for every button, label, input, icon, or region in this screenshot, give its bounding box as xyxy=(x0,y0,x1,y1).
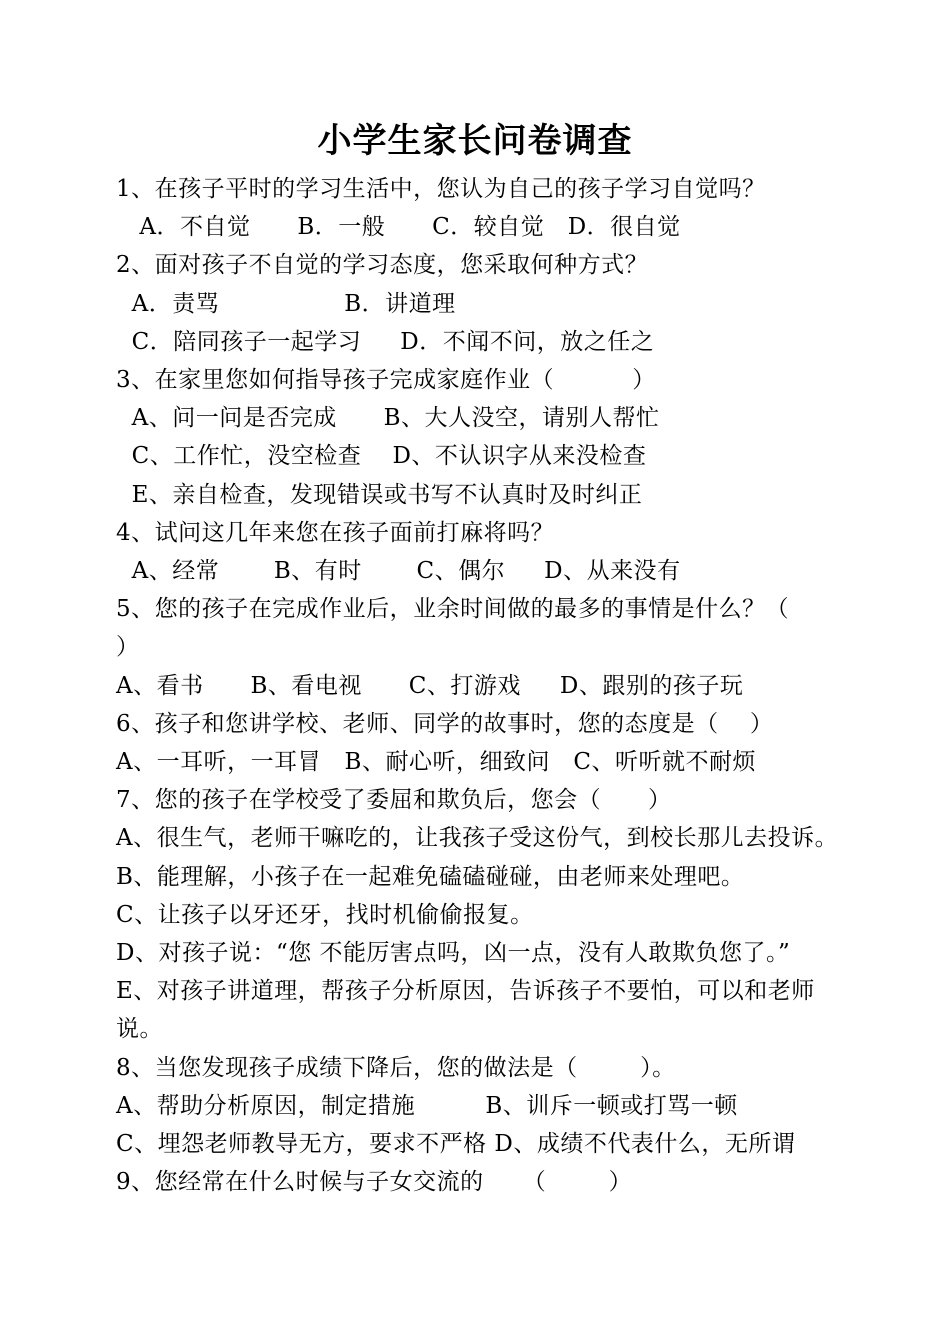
document-line: A、很生气，老师干嘛吃的，让我孩子受这份气，到校长那儿去投诉。 xyxy=(116,825,839,852)
document-line: E、亲自检查，发现错误或书写不认真时及时纠正 xyxy=(116,481,643,508)
document-line: C、让孩子以牙还牙，找时机偷偷报复。 xyxy=(116,901,534,928)
document-line: 6、孩子和您讲学校、老师、同学的故事时，您的态度是（ ） xyxy=(116,710,774,737)
document-line: A、问一问是否完成 B、大人没空，请别人帮忙 xyxy=(116,405,660,432)
document-line: 4、试问这几年来您在孩子面前打麻将吗？ xyxy=(116,519,555,546)
document-line: E、对孩子讲道理，帮孩子分析原因，告诉孩子不要怕，可以和老师 xyxy=(116,978,815,1005)
document-line: 说。 xyxy=(116,1016,163,1043)
document-line: A、帮助分析原因，制定措施 B、训斥一顿或打骂一顿 xyxy=(116,1092,738,1119)
document-line: 1、在孩子平时的学习生活中，您认为自己的孩子学习自觉吗？ xyxy=(116,176,766,202)
document-line: C、埋怨老师教导无方，要求不严格 D、成绩不代表什么，无所谓 xyxy=(116,1131,796,1157)
document-line: 5、您的孩子在完成作业后，业余时间做的最多的事情是什么？（ xyxy=(116,596,790,623)
document-line: C、工作忙，没空检查 D、不认识字从来没检查 xyxy=(116,443,647,470)
document-line: 2、面对孩子不自觉的学习态度，您采取何种方式？ xyxy=(116,252,649,279)
document-line: 7、您的孩子在学校受了委屈和欺负后，您会（ ） xyxy=(116,787,672,814)
document-line: C．陪同孩子一起学习 D．不闻不问，放之任之 xyxy=(116,328,655,355)
document-line: ） xyxy=(116,634,140,661)
document-line: 8、当您发现孩子成绩下降后，您的做法是（ ）。 xyxy=(116,1054,676,1081)
document-line: 9、您经常在什么时候与子女交流的 （ ） xyxy=(116,1169,633,1196)
document-line: A、看书 B、看电视 C、打游戏 D、跟别的孩子玩 xyxy=(116,672,744,699)
document-line: A．责骂 B．讲道理 xyxy=(116,290,456,317)
document-line: A、一耳听，一耳冒 B、耐心听，细致问 C、听听就不耐烦 xyxy=(116,749,756,775)
document-line: 3、在家里您如何指导孩子完成家庭作业（ ） xyxy=(116,367,656,393)
document-line: A、经常 B、有时 C、偶尔 D、从来没有 xyxy=(116,558,681,584)
document-line: A．不自觉 B．一般 C．较自觉 D．很自觉 xyxy=(116,214,681,241)
document-line: D、对孩子说：“您 不能厉害点吗，凶一点，没有人敢欺负您了。” xyxy=(116,940,791,966)
document-line: B、能理解，小孩子在一起难免磕磕碰碰，由老师来处理吧。 xyxy=(116,863,745,890)
document-title: 小学生家长问卷调查 xyxy=(317,121,633,161)
